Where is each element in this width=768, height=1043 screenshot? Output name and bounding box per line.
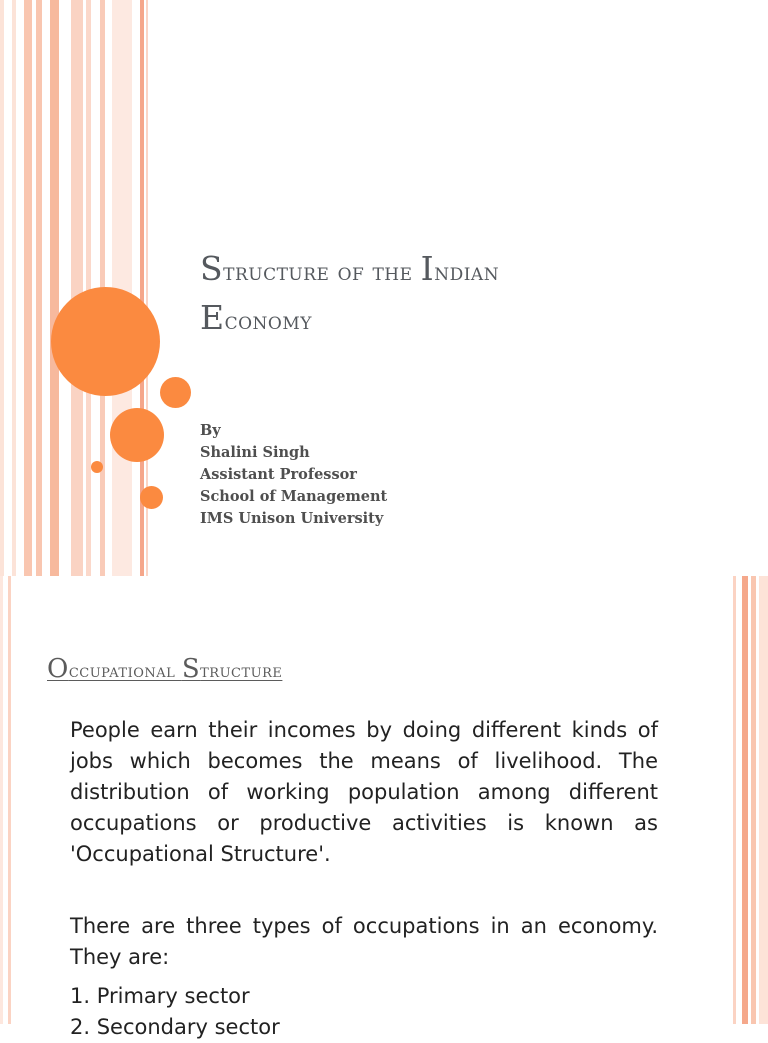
decor-circle-small — [160, 377, 191, 408]
decor-circle-large — [51, 287, 160, 396]
occupation-list — [70, 981, 280, 1043]
slide-heading: Occupational Structure — [47, 654, 283, 684]
decor-circle-medium — [110, 408, 164, 462]
decor-stripe — [8, 576, 11, 1024]
decor-circle-small — [140, 486, 163, 509]
decor-stripe — [733, 576, 736, 1024]
byline-line: By — [200, 422, 221, 439]
decor-stripe — [0, 576, 3, 1024]
title-word: Structure of the — [200, 249, 421, 288]
list-item: 1. Primary sector — [70, 984, 250, 1008]
decor-stripe — [742, 576, 748, 1024]
slide-title — [200, 246, 740, 344]
decor-stripe — [24, 0, 32, 576]
title-word: Economy — [200, 298, 312, 337]
decor-stripe — [71, 0, 83, 576]
author-school: School of Management — [200, 488, 388, 505]
list-item: 2. Secondary sector — [70, 1015, 280, 1039]
decor-stripe — [36, 0, 42, 576]
decor-circle-tiny — [91, 461, 103, 473]
author-position: Assistant Professor — [200, 466, 357, 483]
decor-stripe — [759, 576, 768, 1024]
body-paragraph: There are three types of occupations in an economy. They are: — [70, 914, 658, 969]
author-name: Shalini Singh — [200, 444, 310, 461]
author-university: IMS Unison University — [200, 510, 384, 527]
decor-stripe — [50, 0, 59, 576]
decor-stripe — [751, 576, 756, 1024]
title-word: Indian — [420, 249, 500, 288]
decor-stripe — [0, 0, 4, 576]
decor-stripe — [12, 0, 16, 576]
author-byline — [200, 420, 387, 530]
body-paragraph: People earn their incomes by doing different kinds of jobs which becomes the means of livelihood. The distribution of working population among different occupations or productive activities is known as 'Occupational Structure'. — [70, 718, 658, 866]
